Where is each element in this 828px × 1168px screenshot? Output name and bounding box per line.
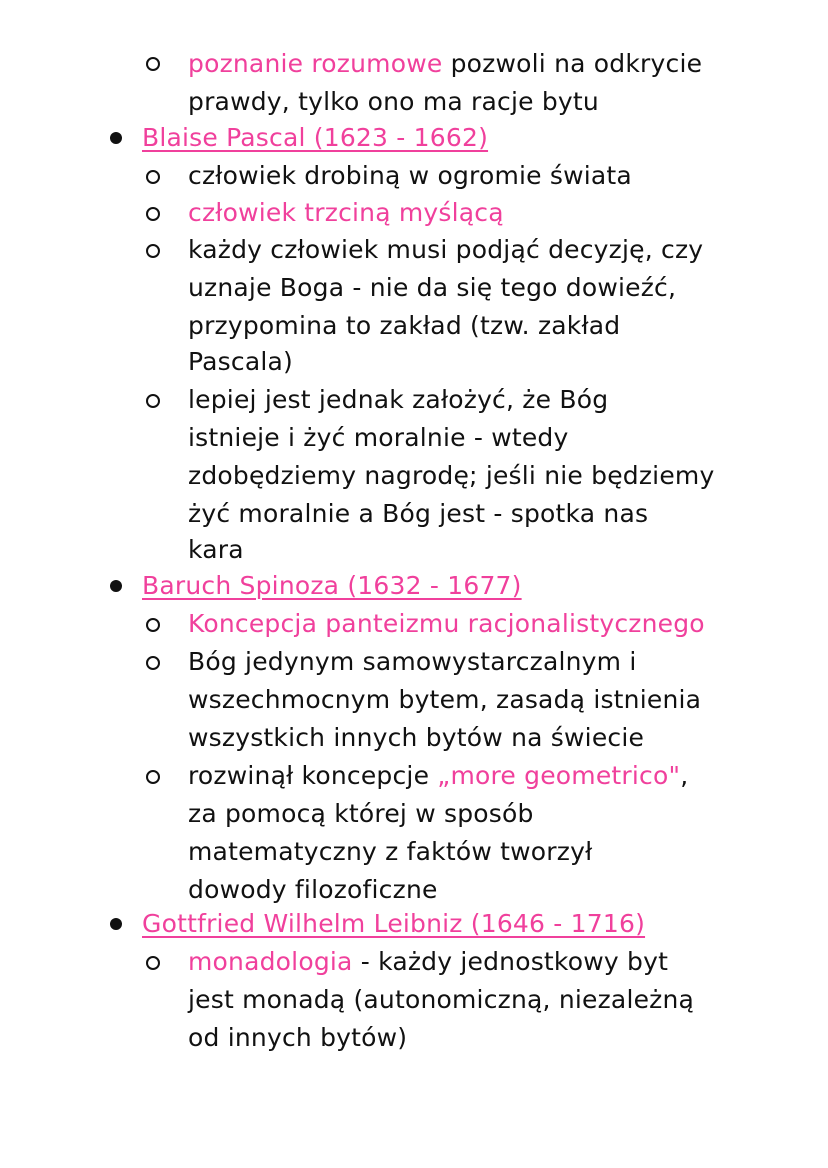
- pascal-item-3-line-4: Pascala): [188, 347, 293, 376]
- monadologia-term: monadologia: [188, 947, 353, 976]
- pascal-item-3-line-2: uznaje Boga - nie da się tego dowieźć,: [188, 273, 677, 302]
- pascal-item-1: człowiek drobiną w ogromie świata: [188, 161, 632, 190]
- spinoza-item-2-line-1: Bóg jedynym samowystarczalnym i: [188, 647, 637, 676]
- intro-line-1: [188, 46, 702, 82]
- pascal-heading: Blaise Pascal (1623 - 1662): [142, 123, 489, 152]
- pascal-item-4-line-2: istnieje i żyć moralnie - wtedy: [188, 423, 569, 452]
- pascal-item-4-line-5: kara: [188, 535, 244, 564]
- spinoza-item-3-line-3: matematyczny z faktów tworzył: [188, 837, 593, 866]
- main-bullet-icon: [110, 918, 122, 930]
- pascal-item-2: człowiek trzciną myślącą: [188, 198, 504, 227]
- leibniz-item-1-text: - każdy jednostkowy byt: [352, 947, 669, 976]
- sub-bullet-icon: [146, 244, 160, 258]
- intro-line-2: prawdy, tylko ono ma racje bytu: [188, 87, 599, 116]
- pascal-item-4-line-4: żyć moralnie a Bóg jest - spotka nas: [188, 499, 649, 528]
- spinoza-item-3-comma: ,: [680, 761, 689, 790]
- leibniz-item-1-line-2: jest monadą (autonomiczną, niezależną: [188, 985, 695, 1014]
- pascal-item-4-line-3: zdobędziemy nagrodę; jeśli nie będziemy: [188, 461, 715, 490]
- intro-term: poznanie rozumowe: [188, 49, 443, 78]
- pascal-item-3-line-3: przypomina to zakład (tzw. zakład: [188, 311, 621, 340]
- spinoza-item-3-line-4: dowody filozoficzne: [188, 875, 438, 904]
- spinoza-item-3-line-2: za pomocą której w sposób: [188, 799, 534, 828]
- leibniz-item-1-line-3: od innych bytów): [188, 1023, 408, 1052]
- spinoza-item-3-text: rozwinął koncepcje: [188, 761, 438, 790]
- main-bullet-icon: [110, 132, 122, 144]
- sub-bullet-icon: [146, 618, 160, 632]
- spinoza-item-2-line-2: wszechmocnym bytem, zasadą istnienia: [188, 685, 702, 714]
- sub-bullet-icon: [146, 57, 160, 71]
- main-bullet-icon: [110, 580, 122, 592]
- spinoza-heading: Baruch Spinoza (1632 - 1677): [142, 571, 522, 600]
- leibniz-item-1-line-1: [188, 944, 668, 980]
- sub-bullet-icon: [146, 656, 160, 670]
- more-geometrico-term: „more geometrico": [437, 761, 681, 790]
- sub-bullet-icon: [146, 394, 160, 408]
- intro-text: pozwoli na odkrycie: [442, 49, 703, 78]
- sub-bullet-icon: [146, 956, 160, 970]
- sub-bullet-icon: [146, 207, 160, 221]
- spinoza-item-2-line-3: wszystkich innych bytów na świecie: [188, 723, 645, 752]
- pascal-item-3-line-1: każdy człowiek musi podjąć decyzję, czy: [188, 235, 704, 264]
- spinoza-item-1: Koncepcja panteizmu racjonalistycznego: [188, 609, 705, 638]
- pascal-item-4-line-1: lepiej jest jednak założyć, że Bóg: [188, 385, 609, 414]
- spinoza-item-3-line-1: [188, 758, 688, 794]
- sub-bullet-icon: [146, 770, 160, 784]
- sub-bullet-icon: [146, 170, 160, 184]
- leibniz-heading: Gottfried Wilhelm Leibniz (1646 - 1716): [142, 909, 646, 938]
